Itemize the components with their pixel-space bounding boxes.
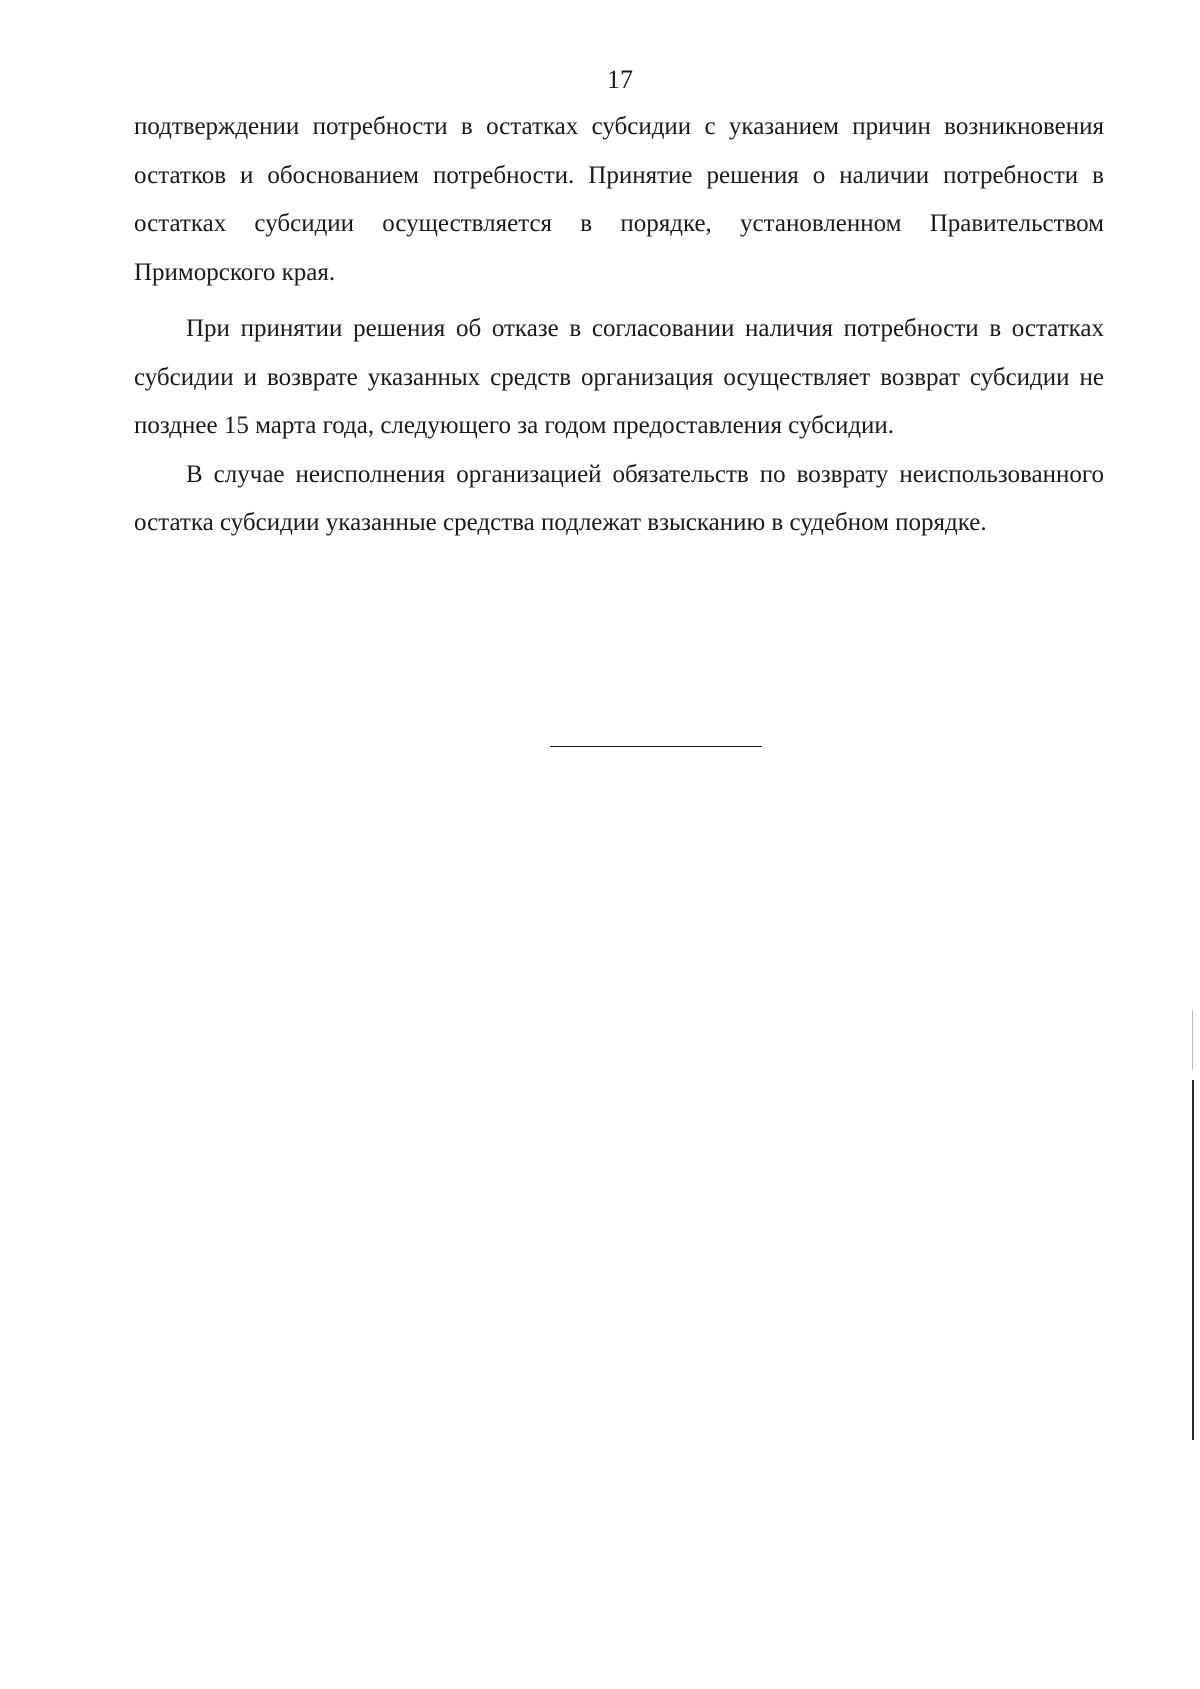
page-number: 17 — [607, 65, 633, 94]
paragraph-continuation: подтверждении потребности в остатках субсидии с указанием причин возникновения остатков и обоснованием потребности. Принятие решения о наличии потребности в остатках субсидии осуществляется в порядке, установленном Правительством Приморского края. — [134, 113, 1104, 286]
scan-edge-mark — [1192, 1010, 1193, 1070]
scan-edge-mark — [1192, 1080, 1194, 1440]
paragraph-refusal-return: При принятии решения об отказе в согласовании наличия потребности в остатках субсидии и возврате указанных средств организация осуществляет возврат субсидии не позднее 15 марта года, следующего за годом предоставления субсидии. — [134, 315, 1104, 439]
paragraph-court-recovery: В случае неисполнения организацией обязательств по возврату неиспользованного остатка субсидии указанные средства подлежат взысканию в судебном порядке. — [134, 460, 1104, 536]
body-text — [134, 103, 1104, 548]
end-of-text-rule — [550, 746, 762, 747]
